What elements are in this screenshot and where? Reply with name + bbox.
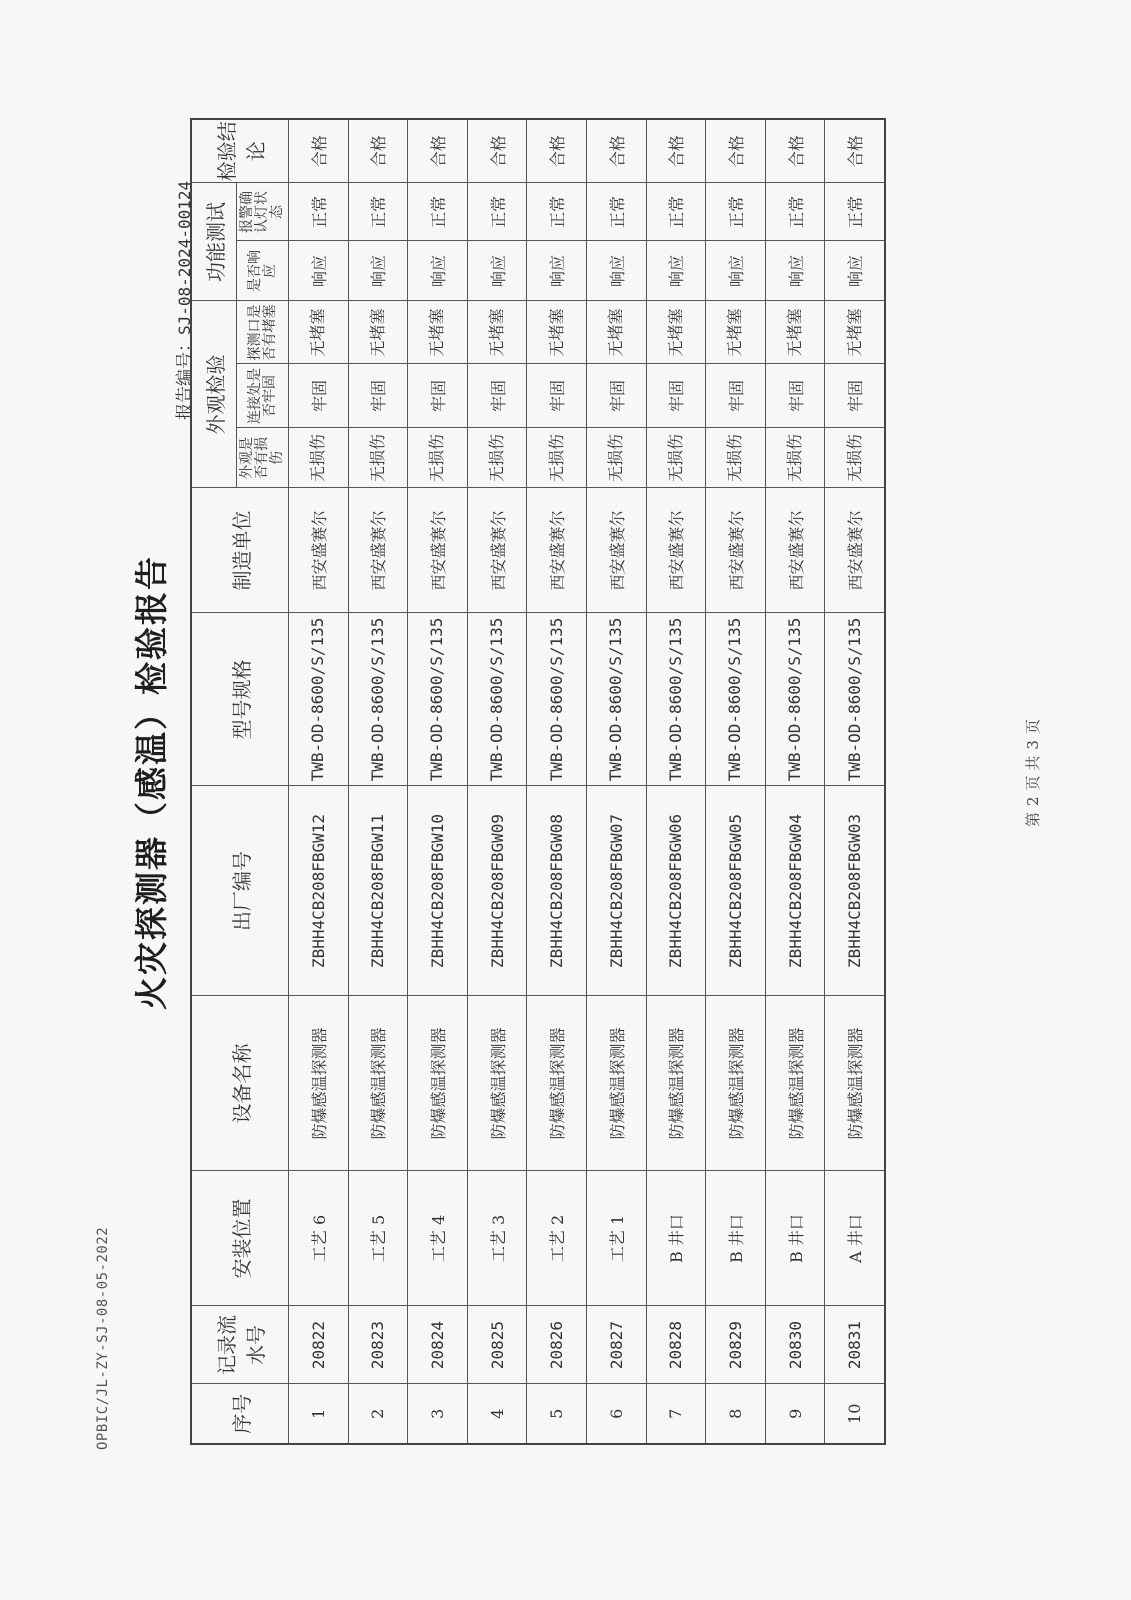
cell-device-name: 防爆感温探测器 [706,996,766,1171]
cell-conclusion: 合格 [289,119,349,183]
cell-damage: 无损伤 [586,428,646,488]
cell-blocked: 无堵塞 [646,301,706,364]
cell-blocked: 无堵塞 [586,301,646,364]
cell-location: B 井口 [706,1171,766,1306]
cell-damage: 无损伤 [527,428,587,488]
cell-model: TWB-OD-8600/S/135 [289,613,349,786]
table-row [586,119,646,1444]
cell-model: TWB-OD-8600/S/135 [527,613,587,786]
cell-seq: 6 [586,1384,646,1444]
cell-light: 正常 [706,183,766,241]
inspection-table [190,118,886,1445]
cell-conclusion: 合格 [646,119,706,183]
cell-factory-no: ZBHH4CB208FBGW08 [527,786,587,996]
cell-record-no: 20829 [706,1306,766,1384]
cell-firm: 牢固 [706,364,766,428]
cell-model: TWB-OD-8600/S/135 [586,613,646,786]
table-row [646,119,706,1444]
header-conclusion: 检验结论 [191,119,289,183]
cell-factory-no: ZBHH4CB208FBGW06 [646,786,706,996]
table-row [467,119,527,1444]
cell-blocked: 无堵塞 [825,301,885,364]
page-title: 火灾探测器（感温）检验报告 [132,555,171,1010]
cell-damage: 无损伤 [646,428,706,488]
cell-response: 响应 [586,241,646,301]
cell-record-no: 20823 [348,1306,408,1384]
cell-manufacturer: 西安盛赛尔 [646,488,706,613]
cell-model: TWB-OD-8600/S/135 [706,613,766,786]
cell-light: 正常 [646,183,706,241]
cell-manufacturer: 西安盛赛尔 [527,488,587,613]
header-alarm-light: 报警确认灯状态 [237,183,289,241]
cell-model: TWB-OD-8600/S/135 [646,613,706,786]
cell-device-name: 防爆感温探测器 [586,996,646,1171]
header-device-name: 设备名称 [191,996,289,1171]
cell-blocked: 无堵塞 [527,301,587,364]
header-location: 安装位置 [191,1171,289,1306]
cell-response: 响应 [527,241,587,301]
cell-conclusion: 合格 [348,119,408,183]
footer-prefix: 第 [1024,811,1042,827]
cell-response: 响应 [706,241,766,301]
cell-device-name: 防爆感温探测器 [765,996,825,1171]
cell-firm: 牢固 [467,364,527,428]
table-row [289,119,349,1444]
cell-response: 响应 [765,241,825,301]
table-row [706,119,766,1444]
cell-conclusion: 合格 [825,119,885,183]
footer-mid: 页 共 [1024,755,1042,791]
cell-conclusion: 合格 [408,119,468,183]
cell-location: 工艺 5 [348,1171,408,1306]
cell-manufacturer: 西安盛赛尔 [706,488,766,613]
cell-manufacturer: 西安盛赛尔 [289,488,349,613]
header-function-group: 功能测试 [191,183,237,301]
cell-firm: 牢固 [527,364,587,428]
cell-factory-no: ZBHH4CB208FBGW09 [467,786,527,996]
cell-location: 工艺 2 [527,1171,587,1306]
table-row [408,119,468,1444]
cell-light: 正常 [527,183,587,241]
header-record-no: 记录流水号 [191,1306,289,1384]
cell-model: TWB-OD-8600/S/135 [467,613,527,786]
cell-device-name: 防爆感温探测器 [467,996,527,1171]
cell-response: 响应 [289,241,349,301]
cell-seq: 10 [825,1384,885,1444]
cell-conclusion: 合格 [765,119,825,183]
cell-factory-no: ZBHH4CB208FBGW10 [408,786,468,996]
cell-device-name: 防爆感温探测器 [825,996,885,1171]
table-row [765,119,825,1444]
cell-model: TWB-OD-8600/S/135 [825,613,885,786]
cell-light: 正常 [408,183,468,241]
cell-damage: 无损伤 [765,428,825,488]
cell-response: 响应 [825,241,885,301]
cell-location: B 井口 [765,1171,825,1306]
cell-firm: 牢固 [408,364,468,428]
cell-blocked: 无堵塞 [467,301,527,364]
footer-total: 3 [1024,740,1042,750]
cell-model: TWB-OD-8600/S/135 [348,613,408,786]
footer-suffix: 页 [1024,719,1042,735]
cell-seq: 3 [408,1384,468,1444]
cell-factory-no: ZBHH4CB208FBGW04 [765,786,825,996]
cell-record-no: 20826 [527,1306,587,1384]
cell-factory-no: ZBHH4CB208FBGW12 [289,786,349,996]
header-appearance-group: 外观检验 [191,301,237,488]
cell-seq: 1 [289,1384,349,1444]
cell-damage: 无损伤 [706,428,766,488]
cell-light: 正常 [467,183,527,241]
cell-seq: 7 [646,1384,706,1444]
cell-light: 正常 [348,183,408,241]
report-number-value: SJ-08-2024-00124 [175,180,194,335]
table-body [289,119,885,1444]
cell-model: TWB-OD-8600/S/135 [765,613,825,786]
cell-conclusion: 合格 [527,119,587,183]
cell-record-no: 20824 [408,1306,468,1384]
cell-location: 工艺 1 [586,1171,646,1306]
header-appearance-damage: 外观是否有损伤 [237,428,289,488]
cell-damage: 无损伤 [467,428,527,488]
cell-seq: 8 [706,1384,766,1444]
cell-firm: 牢固 [825,364,885,428]
cell-damage: 无损伤 [289,428,349,488]
cell-light: 正常 [825,183,885,241]
header-factory-no: 出厂编号 [191,786,289,996]
page-footer [1022,716,1043,830]
cell-factory-no: ZBHH4CB208FBGW07 [586,786,646,996]
cell-manufacturer: 西安盛赛尔 [765,488,825,613]
cell-device-name: 防爆感温探测器 [527,996,587,1171]
cell-model: TWB-OD-8600/S/135 [408,613,468,786]
cell-conclusion: 合格 [467,119,527,183]
cell-blocked: 无堵塞 [408,301,468,364]
cell-seq: 5 [527,1384,587,1444]
cell-firm: 牢固 [646,364,706,428]
cell-seq: 4 [467,1384,527,1444]
cell-record-no: 20827 [586,1306,646,1384]
cell-conclusion: 合格 [706,119,766,183]
form-code: OPBIC/JL-ZY-SJ-08-05-2022 [95,1226,111,1450]
cell-response: 响应 [646,241,706,301]
cell-firm: 牢固 [586,364,646,428]
cell-light: 正常 [586,183,646,241]
table-row [825,119,885,1444]
cell-damage: 无损伤 [348,428,408,488]
cell-factory-no: ZBHH4CB208FBGW03 [825,786,885,996]
cell-manufacturer: 西安盛赛尔 [348,488,408,613]
cell-damage: 无损伤 [825,428,885,488]
cell-firm: 牢固 [765,364,825,428]
footer-page: 2 [1024,796,1042,806]
cell-response: 响应 [348,241,408,301]
cell-response: 响应 [467,241,527,301]
cell-seq: 2 [348,1384,408,1444]
report-number-label: 报告编号： [175,335,195,420]
cell-manufacturer: 西安盛赛尔 [467,488,527,613]
header-seq: 序号 [191,1384,289,1444]
cell-light: 正常 [765,183,825,241]
cell-blocked: 无堵塞 [348,301,408,364]
cell-record-no: 20822 [289,1306,349,1384]
cell-firm: 牢固 [348,364,408,428]
cell-device-name: 防爆感温探测器 [289,996,349,1171]
cell-device-name: 防爆感温探测器 [408,996,468,1171]
cell-location: A 井口 [825,1171,885,1306]
cell-factory-no: ZBHH4CB208FBGW11 [348,786,408,996]
table-row [348,119,408,1444]
cell-record-no: 20828 [646,1306,706,1384]
header-model: 型号规格 [191,613,289,786]
cell-damage: 无损伤 [408,428,468,488]
header-port-blocked: 探测口是否有堵塞 [237,301,289,364]
cell-location: 工艺 4 [408,1171,468,1306]
cell-record-no: 20830 [765,1306,825,1384]
cell-manufacturer: 西安盛赛尔 [825,488,885,613]
cell-device-name: 防爆感温探测器 [348,996,408,1171]
header-connection-firm: 连接处是否牢固 [237,364,289,428]
cell-manufacturer: 西安盛赛尔 [586,488,646,613]
cell-manufacturer: 西安盛赛尔 [408,488,468,613]
cell-location: 工艺 3 [467,1171,527,1306]
cell-seq: 9 [765,1384,825,1444]
cell-response: 响应 [408,241,468,301]
header-manufacturer: 制造单位 [191,488,289,613]
cell-blocked: 无堵塞 [706,301,766,364]
cell-light: 正常 [289,183,349,241]
header-response: 是否响应 [237,241,289,301]
cell-record-no: 20825 [467,1306,527,1384]
cell-factory-no: ZBHH4CB208FBGW05 [706,786,766,996]
cell-firm: 牢固 [289,364,349,428]
cell-device-name: 防爆感温探测器 [646,996,706,1171]
cell-record-no: 20831 [825,1306,885,1384]
cell-blocked: 无堵塞 [765,301,825,364]
header-row-1 [191,119,237,1444]
cell-conclusion: 合格 [586,119,646,183]
cell-location: 工艺 6 [289,1171,349,1306]
cell-location: B 井口 [646,1171,706,1306]
table-row [527,119,587,1444]
cell-blocked: 无堵塞 [289,301,349,364]
